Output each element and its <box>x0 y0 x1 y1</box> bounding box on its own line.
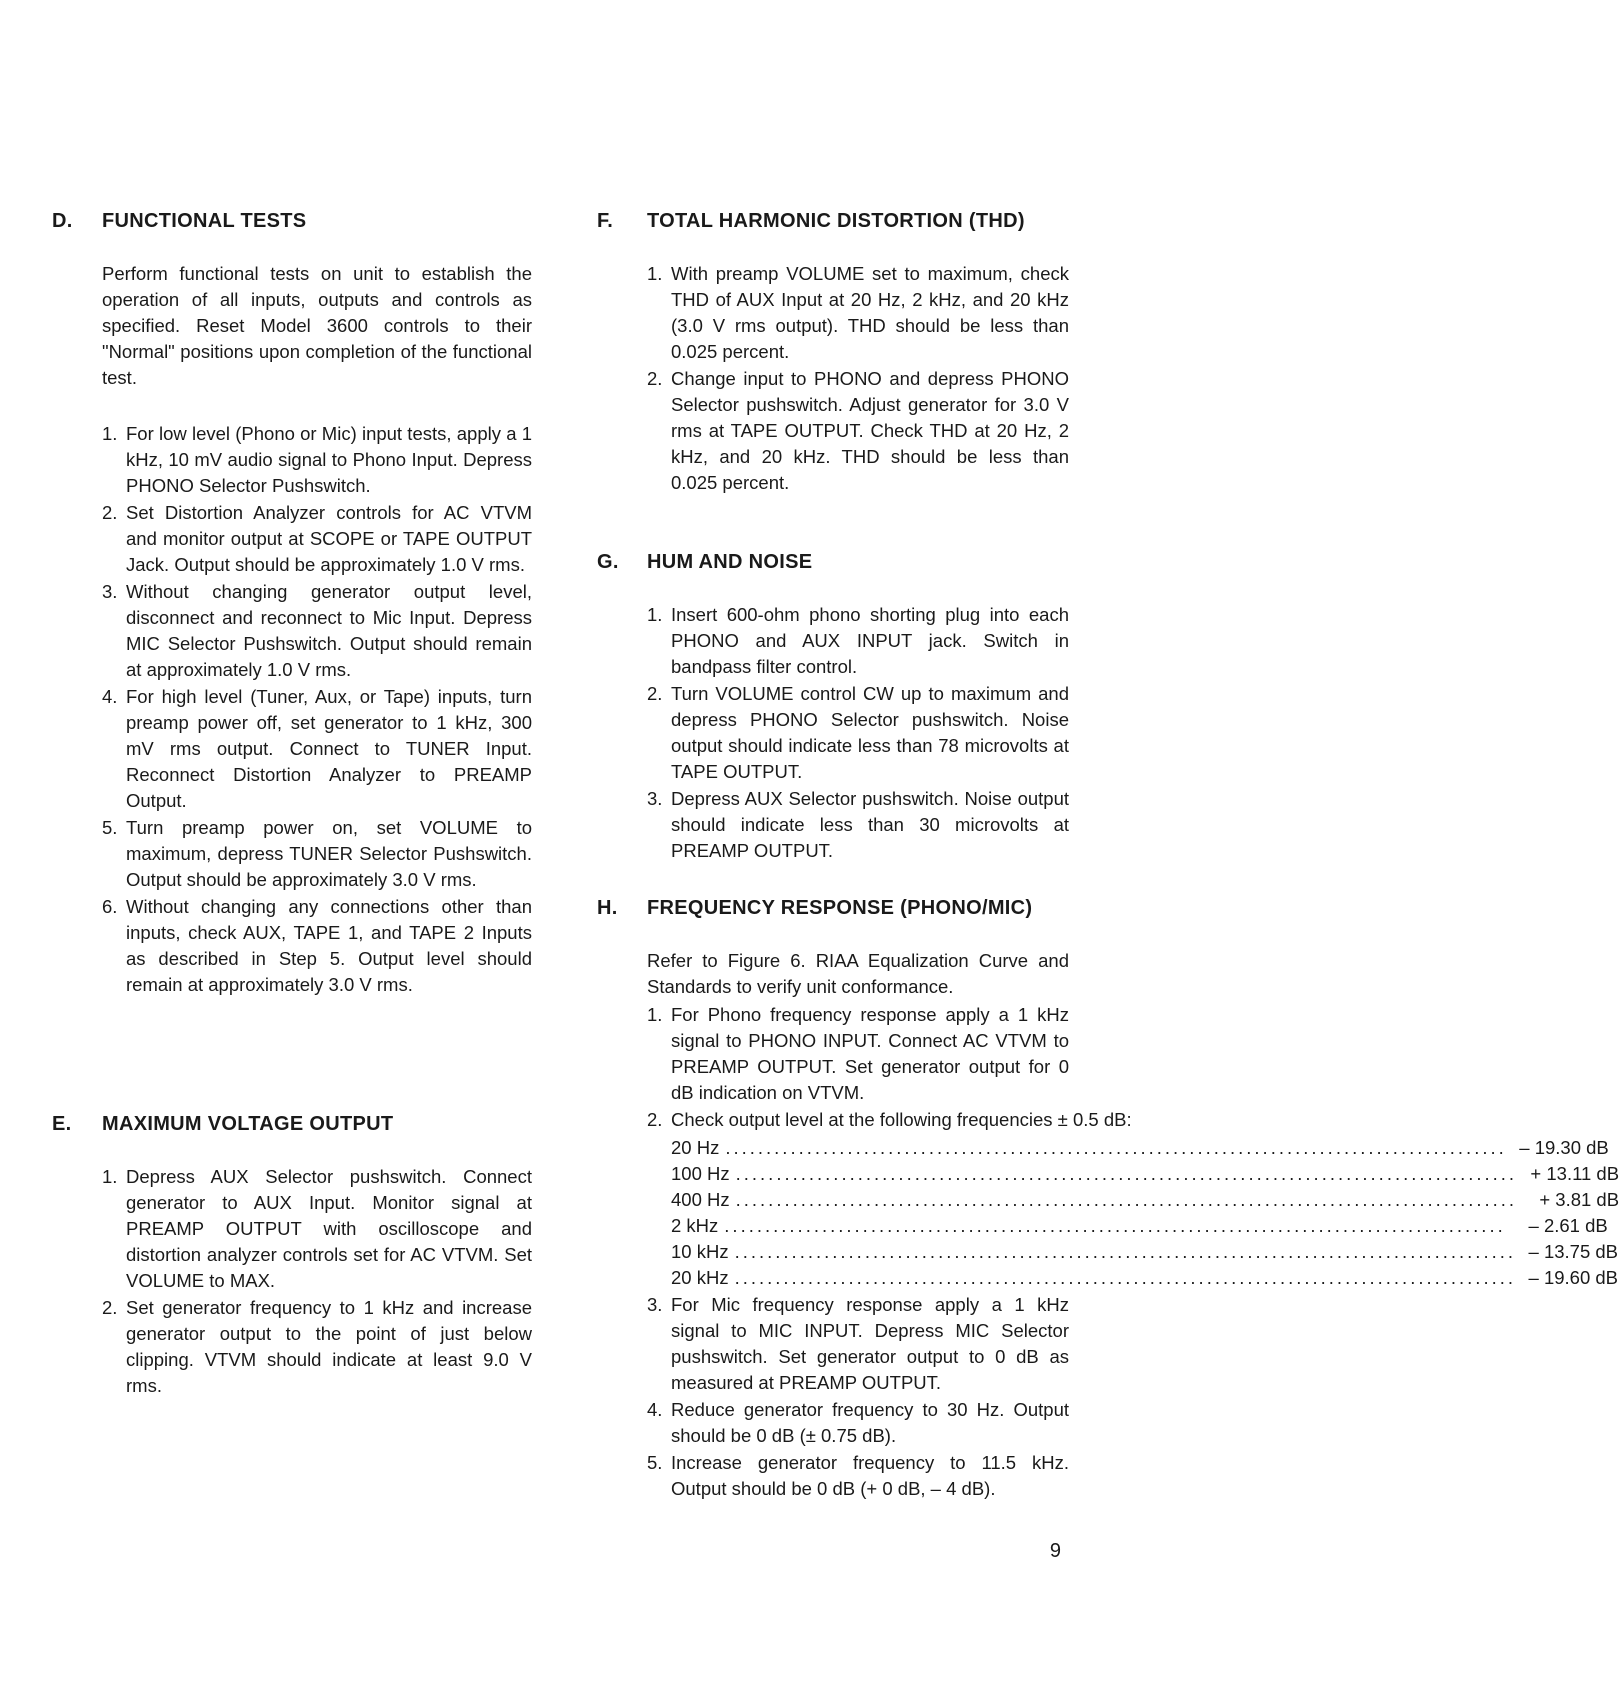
step-item <box>102 421 532 499</box>
step-item <box>102 579 532 683</box>
step-item <box>647 1107 1619 1291</box>
section-frequency-response <box>597 895 1619 1502</box>
step-number: 1. <box>647 263 663 284</box>
page-number: 9 <box>1049 1540 1061 1562</box>
section-letter: H. <box>597 897 618 919</box>
step-number: 2. <box>647 683 663 704</box>
step-number: 3. <box>647 1294 663 1315</box>
step-number: 3. <box>102 581 118 602</box>
step-text: Turn preamp power on, set VOLUME to maximum, depress TUNER Selector Pushswitch. Output should be approximately 3.0 V rms. <box>126 817 532 890</box>
step-number: 4. <box>647 1399 663 1420</box>
step-text: Set generator frequency to 1 kHz and increase generator output to the point of just below clipping. VTVM should indicate at least 9.0 V rms. <box>126 1297 532 1396</box>
step-item <box>647 1397 1069 1449</box>
section-title: MAXIMUM VOLTAGE OUTPUT <box>102 1113 394 1135</box>
step-text: For Phono frequency response apply a 1 kHz signal to PHONO INPUT. Connect AC VTVM to PREAMP OUTPUT. Set generator output for 0 dB indication on VTVM. <box>671 1004 1069 1103</box>
section-intro: Refer to Figure 6. RIAA Equalization Curve and Standards to verify unit conformance. <box>647 950 1069 997</box>
frequency-row <box>671 1239 1619 1265</box>
frequency-label: 20 kHz <box>671 1267 729 1288</box>
dot-leader <box>730 1161 1523 1187</box>
step-text: Check output level at the following frequencies ± 0.5 dB: <box>671 1109 1132 1130</box>
step-number: 2. <box>647 368 663 389</box>
step-number: 5. <box>102 817 118 838</box>
step-text: Turn VOLUME control CW up to maximum and depress PHONO Selector pushswitch. Noise output should indicate less than 78 microvolts at TAPE OUTPUT. <box>671 683 1069 782</box>
step-item <box>102 894 532 998</box>
frequency-level: + 3.81 dB <box>1539 1189 1619 1210</box>
frequency-label: 10 kHz <box>671 1241 729 1262</box>
step-text: Set Distortion Analyzer controls for AC VTVM and monitor output at SCOPE or TAPE OUTPUT Jack. Output should be approximately 1.0 V rms. <box>126 502 532 575</box>
step-text: For low level (Phono or Mic) input tests, apply a 1 kHz, 10 mV audio signal to Phono Input. Depress PHONO Selector Pushswitch. <box>126 423 532 496</box>
step-text: Increase generator frequency to 11.5 kHz. Output should be 0 dB (+ 0 dB, – 4 dB). <box>671 1452 1069 1499</box>
step-item <box>647 1450 1069 1502</box>
step-text: Without changing generator output level, disconnect and reconnect to Mic Input. Depress MIC Selector Pushswitch. Output should remain at approximately 1.0 V rms. <box>126 581 532 680</box>
frequency-row <box>671 1187 1619 1213</box>
step-number: 6. <box>102 896 118 917</box>
step-item <box>102 815 532 893</box>
section-body <box>597 948 1619 1502</box>
step-text: For high level (Tuner, Aux, or Tape) inputs, turn preamp power off, set generator to 1 kHz, 300 mV rms output. Connect to TUNER Input. Reconnect Distortion Analyzer to PREAMP Output. <box>126 686 532 811</box>
step-item <box>647 681 1069 785</box>
frequency-label: 2 kHz <box>671 1215 719 1236</box>
step-text: Depress AUX Selector pushswitch. Connect generator to AUX Input. Monitor signal at PREAMP OUTPUT with oscilloscope and distortion analyzer controls set for AC VTVM. Set VOLUME to MAX. <box>126 1166 532 1291</box>
spacer <box>597 497 1069 549</box>
frequency-level: + 13.11 dB <box>1530 1163 1619 1184</box>
dot-leader <box>718 1213 1511 1239</box>
dot-leader <box>729 1239 1522 1265</box>
section-functional-tests <box>52 208 532 998</box>
step-item <box>647 1002 1069 1106</box>
dot-leader <box>719 1135 1512 1161</box>
frequency-label: 400 Hz <box>671 1189 730 1210</box>
section-body <box>52 261 532 998</box>
frequency-row <box>671 1265 1619 1291</box>
section-intro: Perform functional tests on unit to establish the operation of all inputs, outputs and controls as specified. Reset Model 3600 controls to their "Normal" positions upon completion of the functional test. <box>102 263 532 388</box>
step-item <box>102 1164 532 1294</box>
frequency-row <box>671 1135 1609 1161</box>
dot-leader <box>729 1265 1522 1291</box>
section-letter: E. <box>52 1113 72 1135</box>
step-text: Change input to PHONO and depress PHONO Selector pushswitch. Adjust generator for 3.0 V rms at TAPE OUTPUT. Check THD at 20 Hz, 2 kHz, and 20 kHz. THD should be less than 0.025 percent. <box>671 368 1069 493</box>
spacer <box>597 865 1069 895</box>
section-heading <box>597 549 1069 575</box>
right-column <box>597 208 1619 1503</box>
step-item <box>647 1292 1069 1396</box>
spacer <box>52 999 532 1111</box>
section-heading <box>597 895 1069 921</box>
frequency-level: – 2.61 dB <box>1528 1215 1608 1236</box>
frequency-level: – 19.60 dB <box>1528 1267 1619 1288</box>
left-column <box>52 208 532 1400</box>
step-content <box>671 1107 1619 1291</box>
section-title: FUNCTIONAL TESTS <box>102 210 307 232</box>
step-text: Depress AUX Selector pushswitch. Noise output should indicate less than 30 microvolts at PREAMP OUTPUT. <box>671 788 1069 861</box>
section-heading <box>52 208 532 234</box>
section-heading <box>52 1111 532 1137</box>
step-list <box>102 421 532 998</box>
section-maximum-voltage-output <box>52 1111 532 1399</box>
step-list <box>647 602 1069 864</box>
step-item <box>102 684 532 814</box>
step-number: 2. <box>102 1297 118 1318</box>
section-title: HUM AND NOISE <box>647 551 813 573</box>
section-total-harmonic-distortion <box>597 208 1069 496</box>
frequency-label: 100 Hz <box>671 1163 730 1184</box>
step-list <box>102 1164 532 1399</box>
step-item <box>647 786 1069 864</box>
frequency-row <box>671 1161 1619 1187</box>
step-item <box>647 602 1069 680</box>
section-title: FREQUENCY RESPONSE (PHONO/MIC) <box>647 897 1033 919</box>
section-letter: F. <box>597 210 614 232</box>
step-number: 1. <box>647 1004 663 1025</box>
dot-leader <box>730 1187 1523 1213</box>
step-list <box>647 261 1069 496</box>
section-body <box>597 602 1069 864</box>
step-number: 1. <box>102 423 118 444</box>
step-text: Without changing any connections other than inputs, check AUX, TAPE 1, and TAPE 2 Inputs as described in Step 5. Output level should remain at approximately 3.0 V rms. <box>126 896 532 995</box>
step-text: With preamp VOLUME set to maximum, check THD of AUX Input at 20 Hz, 2 kHz, and 20 kHz (3.0 V rms output). THD should be less than 0.025 percent. <box>671 263 1069 362</box>
section-body <box>52 1164 532 1399</box>
step-item <box>102 1295 532 1399</box>
step-number: 4. <box>102 686 118 707</box>
step-number: 1. <box>102 1166 118 1187</box>
step-number: 2. <box>647 1109 663 1130</box>
step-list <box>647 1002 1619 1502</box>
step-number: 2. <box>102 502 118 523</box>
frequency-level: – 19.30 dB <box>1519 1137 1609 1158</box>
step-number: 5. <box>647 1452 663 1473</box>
step-item <box>102 500 532 578</box>
frequency-label: 20 Hz <box>671 1137 720 1158</box>
step-text: Reduce generator frequency to 30 Hz. Output should be 0 dB (± 0.75 dB). <box>671 1399 1069 1446</box>
section-body <box>597 261 1069 496</box>
step-number: 3. <box>647 788 663 809</box>
step-item <box>647 366 1069 496</box>
section-heading <box>597 208 1069 234</box>
step-text: For Mic frequency response apply a 1 kHz signal to MIC INPUT. Depress MIC Selector pushswitch. Set generator output to 0 dB as measured at PREAMP OUTPUT. <box>671 1294 1069 1393</box>
frequency-level: – 13.75 dB <box>1528 1241 1619 1262</box>
section-letter: D. <box>52 210 73 232</box>
step-number: 1. <box>647 604 663 625</box>
step-item <box>647 261 1069 365</box>
frequency-row <box>671 1213 1608 1239</box>
frequency-table <box>671 1135 1619 1291</box>
section-letter: G. <box>597 551 619 573</box>
section-title: TOTAL HARMONIC DISTORTION (THD) <box>647 210 1025 232</box>
step-text: Insert 600-ohm phono shorting plug into each PHONO and AUX INPUT jack. Switch in bandpass filter control. <box>671 604 1069 677</box>
section-hum-and-noise <box>597 549 1069 864</box>
